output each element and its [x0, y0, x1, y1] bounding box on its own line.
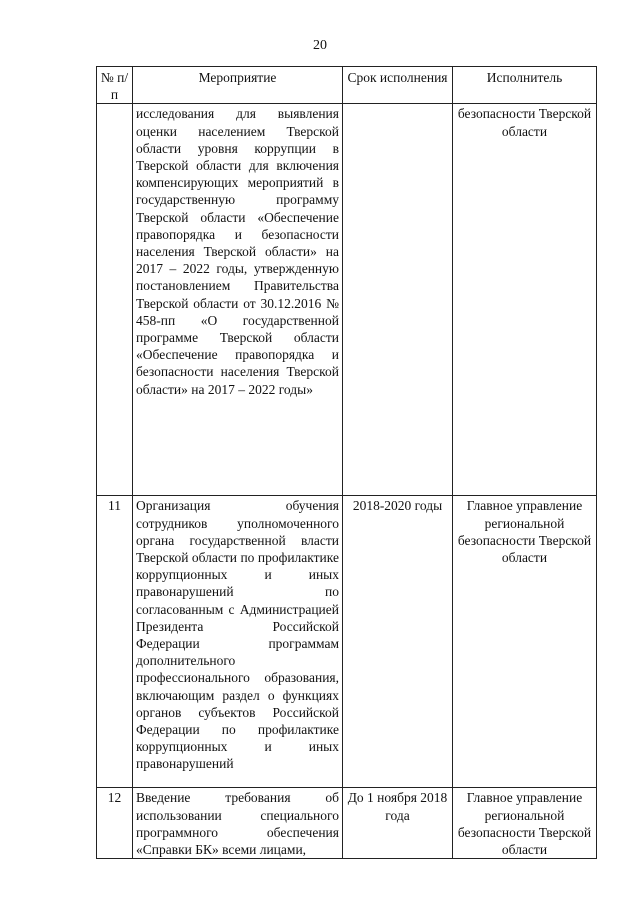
- row-number: 11: [97, 496, 133, 788]
- measures-table: [96, 66, 597, 859]
- row-event: Организация обучения сотрудников уполномоченного органа государственной власти Тверской области по профилактике коррупционных и иных правонарушений по согласованным с Администрацией Президента Российской Федерации программам дополнительного профессионального образования, включающим раздел о функциях органов субъектов Российской Федерации по профилактике коррупционных и иных правонарушений: [133, 496, 343, 788]
- header-executor: Исполнитель: [453, 67, 597, 104]
- table-row: [97, 788, 597, 859]
- header-event: Мероприятие: [133, 67, 343, 104]
- header-term: Срок исполнения: [343, 67, 453, 104]
- table-header-row: [97, 67, 597, 104]
- row-executor: Главное управление региональной безопасности Тверской области: [453, 788, 597, 859]
- row-number: [97, 104, 133, 496]
- table-row: [97, 496, 597, 788]
- table-row: [97, 104, 597, 496]
- row-event: исследования для выявления оценки населением Тверской области уровня коррупции в Тверской области для включения компенсирующих мероприятий в государственную программу Тверской области «Обеспечение правопорядка и безопасности населения Тверской области» на 2017 – 2022 годы, утвержденную постановлением Правительства Тверской области от 30.12.2016 № 458-пп «О государственной программе Тверской области «Обеспечение правопорядка и безопасности населения Тверской области» на 2017 – 2022 годы»: [133, 104, 343, 496]
- row-executor: Главное управление региональной безопасности Тверской области: [453, 496, 597, 788]
- row-number: 12: [97, 788, 133, 859]
- row-term: [343, 104, 453, 496]
- row-executor: безопасности Тверской области: [453, 104, 597, 496]
- page-number: 20: [313, 38, 327, 53]
- row-event: Введение требования об использовании специального программного обеспечения «Справки БК» всеми лицами,: [133, 788, 343, 859]
- header-num: № п/п: [97, 67, 133, 104]
- row-term: 2018-2020 годы: [343, 496, 453, 788]
- row-term: До 1 ноября 2018 года: [343, 788, 453, 859]
